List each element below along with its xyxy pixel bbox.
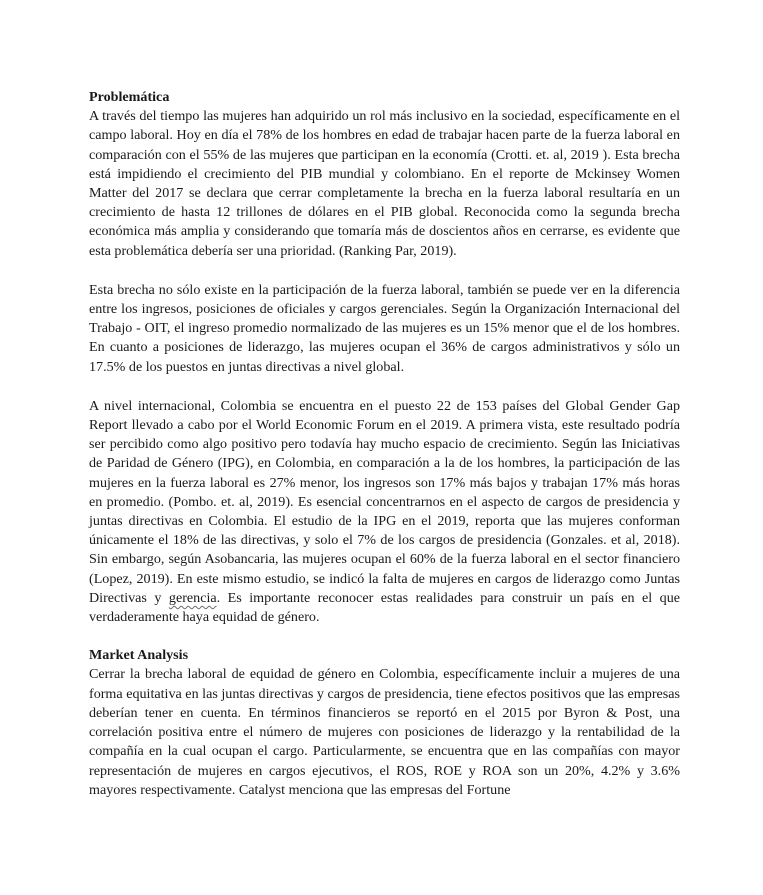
paragraph: Cerrar la brecha laboral de equidad de género en Colombia, específicamente incluir a mujeres de una forma equitativa en las juntas directivas y cargos de presidencia, tiene efectos positivos que las empresas deberían tener en cuenta. En términos financieros se reportó en el 2015 por Byron & Post, una correlación positiva entre el número de mujeres con posiciones de liderazgo y la rentabilidad de la compañía en la cual ocupan el cargo. Particularmente, se encuentra que en las compañías con mayor representación de mujeres en cargos ejecutivos, el ROS, ROE y ROA son un 20%, 4.2% y 3.6% mayores respectivamente. Catalyst menciona que las empresas del Fortune xyxy=(89,666,680,798)
section-market-analysis xyxy=(89,646,680,800)
document-body xyxy=(89,88,680,800)
paragraph: A través del tiempo las mujeres han adquirido un rol más inclusivo en la sociedad, específicamente en el campo laboral. Hoy en día el 78% de los hombres en edad de trabajar hacen parte de la fuerza laboral en comparación con el 55% de las mujeres que participan en la economía (Crotti. et. al, 2019 ). Esta brecha está impidiendo el crecimiento del PIB mundial y colombiano. En el reporte de Mckinsey Women Matter del 2017 se declara que cerrar completamente la brecha en la fuerza laboral resultaría en un crecimiento de hasta 12 trillones de dólares en el PIB global. Reconocida como la segunda brecha económica más amplia y considerando que tomaría más de doscientos años en cerrarse, es evidente que esta problemática debería ser una prioridad. (Ranking Par, 2019). xyxy=(89,108,680,259)
paragraph: Esta brecha no sólo existe en la participación de la fuerza laboral, también se puede ver en la diferencia entre los ingresos, posiciones de oficiales y cargos gerenciales. Según la Organización Internacional del Trabajo - OIT, el ingreso promedio normalizado de las mujeres es un 15% menor que el de los hombres. En cuanto a posiciones de liderazgo, las mujeres ocupan el 36% de cargos administrativos y sólo un 17.5% de los puestos en juntas directivas a nivel global. xyxy=(89,281,680,375)
paragraph-text: . Es importante reconocer estas realidades para construir un país en el que verdaderamente haya equidad de género. xyxy=(89,589,680,626)
section-heading: Problemática xyxy=(89,89,170,105)
paragraph-text: A nivel internacional, Colombia se encuentra en el puesto 22 de 153 países del Global Gender Gap Report llevado a cabo por el World Economic Forum en el 2019. A primera vista, este resultado podría ser percibido como algo positivo pero todavía hay mucho espacio de crecimiento. Según las Iniciativas de Paridad de Género (IPG), en Colombia, en comparación a la de los hombres, la participación de las mujeres en la fuerza laboral es 27% menor, los ingresos son 17% más bajos y trabajan 17% más horas en promedio. (Pombo. et. al, 2019). Es esencial concentrarnos en el aspecto de cargos de presidencia y juntas directivas en Colombia. El estudio de la IPG en el 2019, reporta que las mujeres conforman únicamente el 18% de las directivas, y solo el 7% de los cargos de presidencia (Gonzales. et al, 2018). Sin embargo, según Asobancaria, las mujeres ocupan el 60% de la fuerza laboral en el sector financiero (Lopez, 2019). En este mismo estudio, se indicó la falta de mujeres en cargos de liderazgo como Juntas Directivas y xyxy=(89,397,680,606)
paragraph xyxy=(89,397,680,627)
section-problematica xyxy=(89,88,680,627)
section-heading: Market Analysis xyxy=(89,647,189,664)
spellcheck-underlined-word: gerencia xyxy=(168,589,217,606)
